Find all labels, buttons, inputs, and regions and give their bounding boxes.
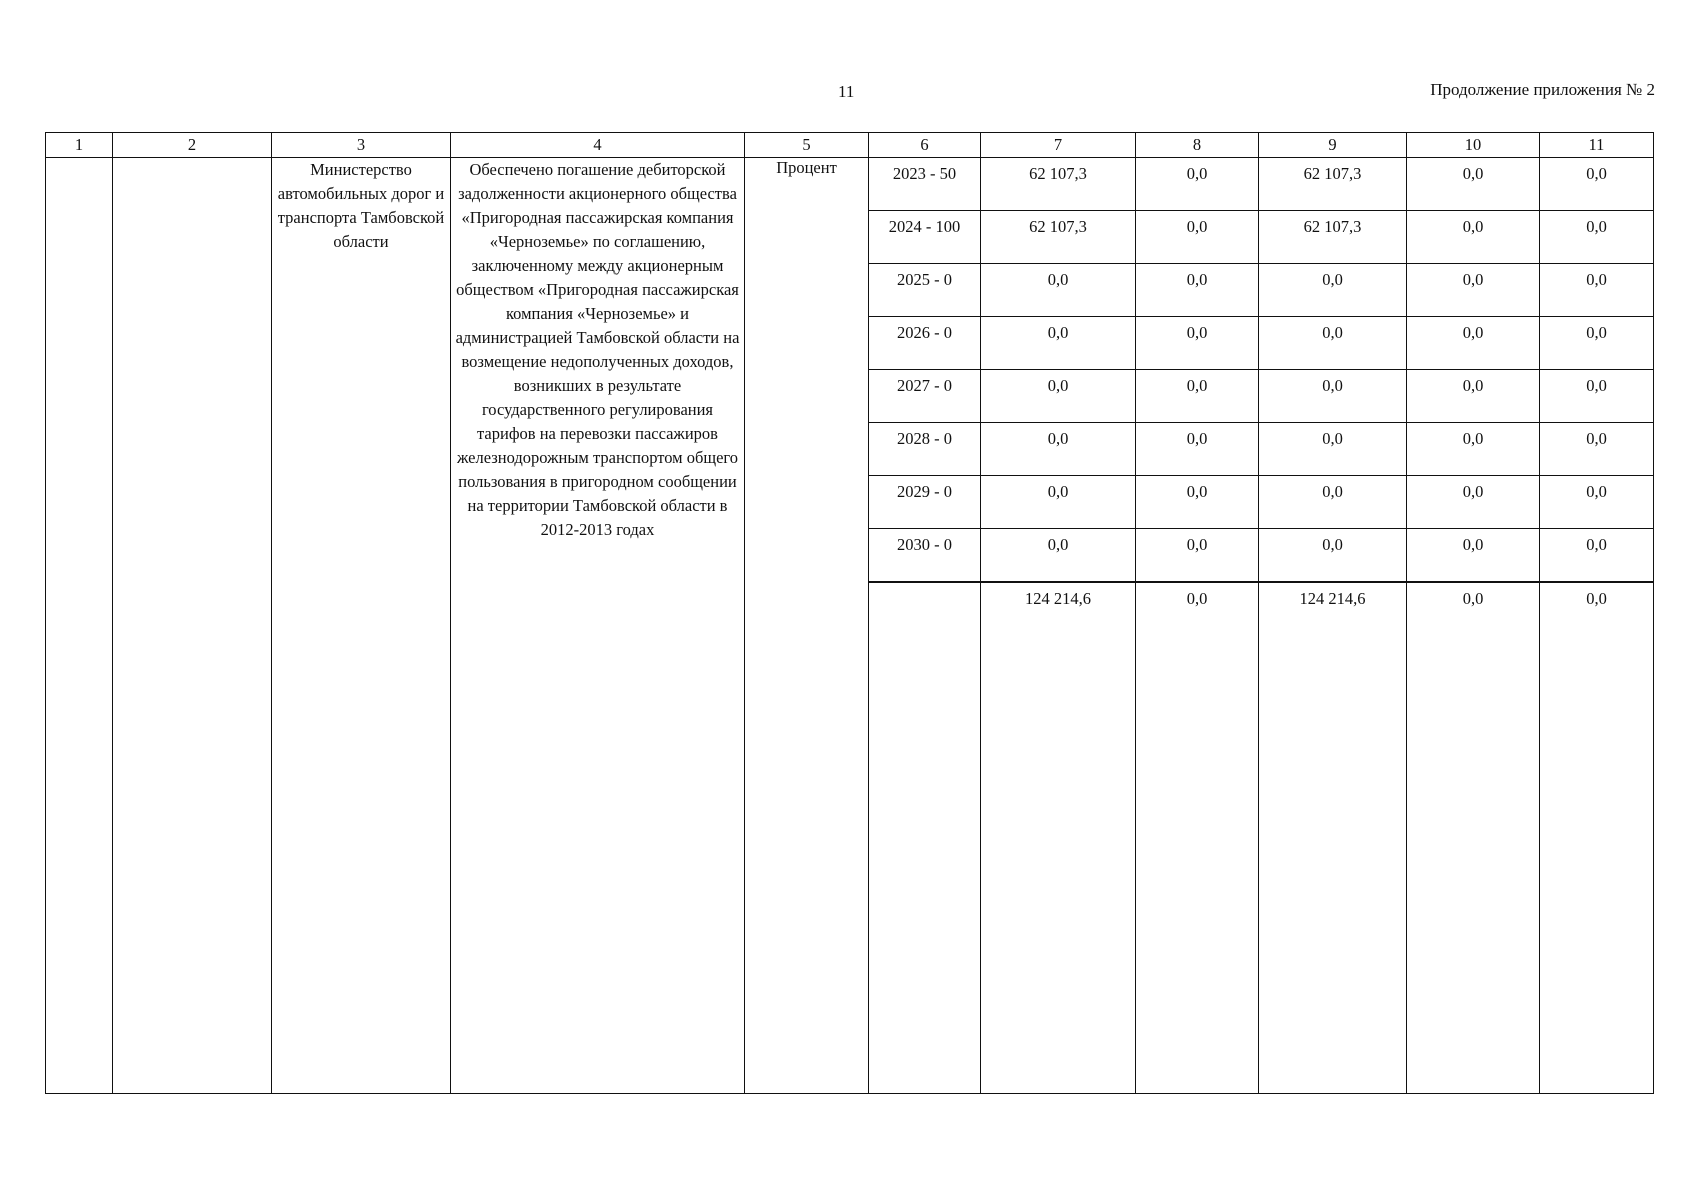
year-value: 2023 - 50 bbox=[892, 164, 957, 183]
amount-value: 0,0 bbox=[1540, 211, 1653, 264]
amount-value: 0,0 bbox=[1407, 476, 1539, 529]
amount-value: 0,0 bbox=[1259, 529, 1406, 583]
column-number: 8 bbox=[1136, 133, 1259, 158]
column-number: 10 bbox=[1407, 133, 1540, 158]
amount-value: 0,0 bbox=[1407, 264, 1539, 317]
year-value: 2025 - 0 bbox=[869, 264, 980, 317]
amount-value: 0,0 bbox=[981, 264, 1135, 317]
amount-value: 0,0 bbox=[1407, 423, 1539, 476]
column-number: 3 bbox=[272, 133, 451, 158]
year-value: 2027 - 0 bbox=[869, 370, 980, 423]
column-number: 7 bbox=[981, 133, 1136, 158]
amount-value: 0,0 bbox=[1540, 529, 1653, 583]
page-number: 11 bbox=[838, 82, 855, 101]
table-row bbox=[46, 158, 1654, 1094]
amount-value: 0,0 bbox=[1407, 211, 1539, 264]
amount-total: 124 214,6 bbox=[1259, 582, 1406, 635]
amount-value: 0,0 bbox=[981, 317, 1135, 370]
column-number: 1 bbox=[46, 133, 113, 158]
column-9-values bbox=[1259, 158, 1407, 1094]
amount-value: 62 107,3 bbox=[1259, 211, 1406, 264]
amount-value: 0,0 bbox=[1407, 317, 1539, 370]
amount-total: 0,0 bbox=[1407, 582, 1539, 635]
column-number: 6 bbox=[869, 133, 981, 158]
year-value: 2029 - 0 bbox=[869, 476, 980, 529]
responsible-executor: Министерство автомобильных дорог и транспорта Тамбовской области bbox=[272, 158, 451, 1094]
cell-col2 bbox=[113, 158, 272, 1094]
amount-value: 0,0 bbox=[1540, 423, 1653, 476]
column-number: 11 bbox=[1540, 133, 1654, 158]
amount-value: 62 107,3 bbox=[981, 211, 1135, 264]
amount-value: 0,0 bbox=[981, 423, 1135, 476]
column-number-row bbox=[46, 133, 1654, 158]
year-values-column bbox=[869, 158, 981, 1094]
amount-value: 0,0 bbox=[1407, 529, 1539, 583]
amount-value: 0,0 bbox=[1136, 529, 1258, 583]
amount-total: 124 214,6 bbox=[981, 582, 1135, 635]
amount-value: 0,0 bbox=[1136, 211, 1258, 264]
result-description: Обеспечено погашение дебиторской задолженности акционерного общества «Пригородная пассажирская компания «Черноземье» по соглашению, заключенному между акционерным обществом «Пригородная пассажирская компания «Черноземье» и администрацией Тамбовской области на возмещение недополученных доходов, возникших в результате государственного регулирования тарифов на перевозки пассажиров железнодорожным транспортом общего пользования в пригородном сообщении на территории Тамбовской области в 2012-2013 годах bbox=[451, 158, 745, 1094]
amount-total: 0,0 bbox=[1136, 582, 1258, 635]
program-table bbox=[45, 132, 1654, 1094]
amount-value: 0,0 bbox=[1540, 317, 1653, 370]
year-value: 2026 - 0 bbox=[869, 317, 980, 370]
amount-value: 0,0 bbox=[1540, 370, 1653, 423]
amount-value: 0,0 bbox=[1259, 264, 1406, 317]
amount-value: 62 107,3 bbox=[1029, 164, 1087, 183]
amount-value: 0,0 bbox=[981, 370, 1135, 423]
amount-value: 0,0 bbox=[1136, 264, 1258, 317]
column-11-values bbox=[1540, 158, 1654, 1094]
unit-of-measure: Процент bbox=[745, 158, 869, 1094]
year-value: 2030 - 0 bbox=[869, 529, 980, 583]
amount-value: 0,0 bbox=[1540, 476, 1653, 529]
amount-value: 0,0 bbox=[1259, 317, 1406, 370]
column-10-values bbox=[1407, 158, 1540, 1094]
amount-value: 0,0 bbox=[1407, 370, 1539, 423]
amount-value: 0,0 bbox=[1462, 164, 1484, 183]
amount-value: 0,0 bbox=[981, 476, 1135, 529]
column-number: 4 bbox=[451, 133, 745, 158]
amount-total: 0,0 bbox=[1540, 582, 1653, 635]
column-number: 5 bbox=[745, 133, 869, 158]
amount-value: 0,0 bbox=[1586, 164, 1607, 183]
appendix-note: Продолжение приложения № 2 bbox=[1430, 80, 1655, 99]
year-value: 2028 - 0 bbox=[869, 423, 980, 476]
amount-value: 0,0 bbox=[1136, 317, 1258, 370]
amount-value: 0,0 bbox=[1259, 423, 1406, 476]
amount-value: 0,0 bbox=[1136, 423, 1258, 476]
amount-value: 62 107,3 bbox=[1303, 164, 1362, 183]
column-7-values bbox=[981, 158, 1136, 1094]
column-8-values bbox=[1136, 158, 1259, 1094]
column-number: 2 bbox=[113, 133, 272, 158]
cell-col1 bbox=[46, 158, 113, 1094]
amount-value: 0,0 bbox=[1136, 370, 1258, 423]
year-value: 2024 - 100 bbox=[869, 211, 980, 264]
year-total bbox=[869, 582, 980, 635]
amount-value: 0,0 bbox=[1259, 476, 1406, 529]
amount-value: 0,0 bbox=[1259, 370, 1406, 423]
amount-value: 0,0 bbox=[1540, 264, 1653, 317]
amount-value: 0,0 bbox=[1136, 476, 1258, 529]
amount-value: 0,0 bbox=[981, 529, 1135, 583]
column-number: 9 bbox=[1259, 133, 1407, 158]
amount-value: 0,0 bbox=[1186, 164, 1208, 183]
